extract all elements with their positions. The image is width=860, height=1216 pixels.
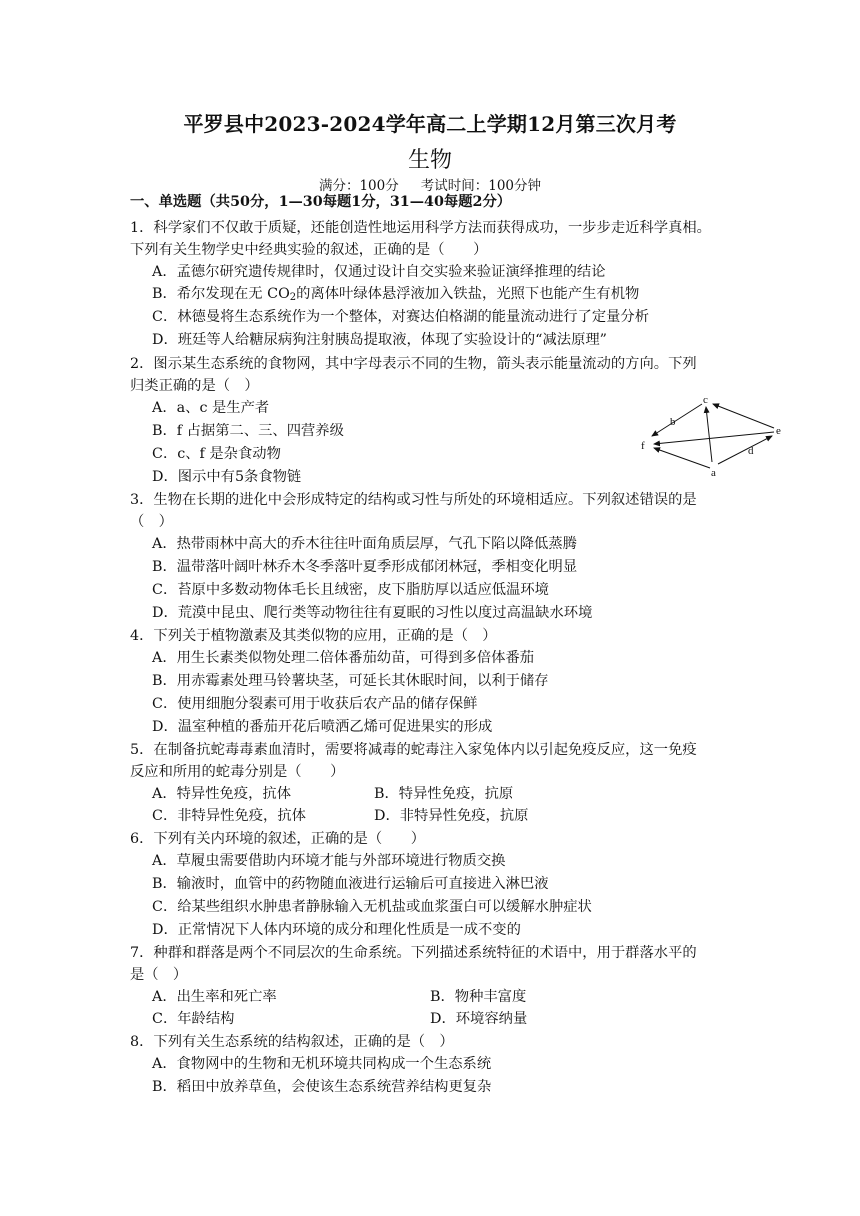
question-5-option-c: C．非特异性免疫，抗体: [152, 808, 306, 824]
question-5-option-d: D．非特异性免疫，抗原: [374, 808, 529, 824]
question-1-stem-line2: 下列有关生物学史中经典实验的叙述，正确的是（ ）: [130, 242, 488, 258]
node-c: c: [703, 394, 708, 406]
question-7-stem-line1: 7．种群和群落是两个不同层次的生命系统。下列描述系统特征的术语中，用于群落水平的: [130, 945, 697, 961]
question-3-option-d: D．荒漠中昆虫、爬行类等动物往往有夏眠的习性以度过高温缺水环境: [152, 605, 593, 621]
question-3-option-b: B．温带落叶阔叶林乔木冬季落叶夏季形成郁闭林冠，季相变化明显: [152, 559, 578, 575]
node-f: f: [641, 440, 645, 452]
question-5-stem-line1: 5．在制备抗蛇毒毒素血清时，需要将减毒的蛇毒注入家兔体内以引起免疫反应，这一免疫: [130, 742, 697, 758]
question-8-option-a: A．食物网中的生物和无机环境共同构成一个生态系统: [152, 1056, 492, 1072]
question-6-option-b: B．输液时，血管中的药物随血液进行运输后可直接进入淋巴液: [152, 876, 549, 892]
question-1-option-a: A．孟德尔研究遗传规律时，仅通过设计自交实验来验证演绎推理的结论: [152, 264, 606, 280]
question-3-option-a: A．热带雨林中高大的乔木往往叶面角质层厚，气孔下陷以降低蒸腾: [152, 536, 577, 552]
node-a: a: [711, 467, 716, 479]
food-web-diagram: [636, 392, 786, 480]
node-e: e: [776, 425, 781, 437]
exam-title: 平罗县中2023-2024学年高二上学期12月第三次月考: [183, 112, 677, 136]
question-5-option-a: A．特异性免疫，抗体: [152, 786, 291, 802]
question-7-option-d: D．环境容纳量: [430, 1011, 528, 1027]
subject-title: 生物: [407, 148, 452, 173]
question-8-stem: 8．下列有关生态系统的结构叙述，正确的是（ ）: [130, 1034, 454, 1050]
arrow-a-to-f: [654, 448, 710, 468]
question-3-stem-line1: 3．生物在长期的进化中会形成特定的结构或习性与所处的环境相适应。下列叙述错误的是: [130, 492, 697, 508]
question-2-stem-line1: 2．图示某生态系统的食物网，其中字母表示不同的生物，箭头表示能量流动的方向。下列: [130, 356, 697, 372]
question-2-option-d: D．图示中有5条食物链: [152, 469, 302, 485]
question-6-option-c: C．给某些组织水肿患者静脉输入无机盐或血浆蛋白可以缓解水肿症状: [152, 899, 592, 915]
label-d: d: [748, 445, 754, 457]
question-5-option-b: B．特异性免疫，抗原: [374, 786, 514, 802]
question-2-option-b: B．f 占据第二、三、四营养级: [152, 423, 344, 439]
arrow-c-to-f: [652, 404, 702, 436]
question-6-option-a: A．草履虫需要借助内环境才能与外部环境进行物质交换: [152, 853, 506, 869]
question-3-option-c: C．苔原中多数动物体毛长且绒密，皮下脂肪厚以适应低温环境: [152, 582, 549, 598]
question-4-option-a: A．用生长素类似物处理二倍体番茄幼苗，可得到多倍体番茄: [152, 650, 535, 666]
question-2-option-a: A．a、c 是生产者: [152, 400, 270, 416]
exam-meta: [0, 174, 860, 194]
arrow-a-to-c: [706, 407, 712, 462]
arrow-e-to-f: [654, 432, 774, 444]
exam-time: 考试时间：100分钟: [420, 178, 542, 194]
question-6-option-d: D．正常情况下人体内环境的成分和理化性质是一成不变的: [152, 922, 521, 938]
question-1-option-c: C．林德曼将生态系统作为一个整体，对赛达伯格湖的能量流动进行了定量分析: [152, 309, 650, 325]
question-8-option-b: B．稻田中放养草鱼，会使该生态系统营养结构更复杂: [152, 1079, 492, 1095]
question-1-option-b: B．希尔发现在无 $CO_2$的离体叶绿体悬浮液加入铁盐，光照下也能产生有机物: [152, 286, 640, 303]
question-2-option-c: C．c、f 是杂食动物: [152, 446, 281, 462]
question-1-option-d: D．班廷等人给糖尿病狗注射胰岛提取液，体现了实验设计的“减法原理”: [152, 332, 607, 348]
question-4-stem: 4．下列关于植物激素及其类似物的应用，正确的是（ ）: [130, 628, 497, 644]
question-4-option-c: C．使用细胞分裂素可用于收获后农产品的储存保鲜: [152, 696, 478, 712]
question-4-option-b: B．用赤霉素处理马铃薯块茎，可延长其休眠时间，以利于储存: [152, 673, 549, 689]
question-6-stem: 6．下列有关内环境的叙述，正确的是（ ）: [130, 831, 426, 847]
section-heading: 一、单选题（共50分，1—30每题1分，31—40每题2分）: [130, 194, 512, 210]
question-4-option-d: D．温室种植的番茄开花后喷洒乙烯可促进果实的形成: [152, 719, 493, 735]
full-score: 满分：100分: [318, 178, 399, 194]
question-5-stem-line2: 反应和所用的蛇毒分别是（ ）: [130, 764, 345, 780]
question-3-stem-line2: （ ）: [130, 514, 173, 530]
question-1-stem-line1: 1．科学家们不仅敢于质疑，还能创造性地运用科学方法而获得成功，一步步走近科学真相。: [130, 220, 711, 236]
question-7-stem-line2: 是（ ）: [130, 967, 188, 983]
question-2-stem-line2: 归类正确的是（ ）: [130, 378, 259, 394]
arrow-a-to-e: [718, 436, 772, 464]
question-7-option-c: C．年龄结构: [152, 1011, 235, 1027]
arrow-e-to-c: [713, 404, 774, 428]
label-b: b: [670, 416, 676, 428]
question-7-option-a: A．出生率和死亡率: [152, 989, 277, 1005]
question-7-option-b: B．物种丰富度: [430, 989, 527, 1005]
